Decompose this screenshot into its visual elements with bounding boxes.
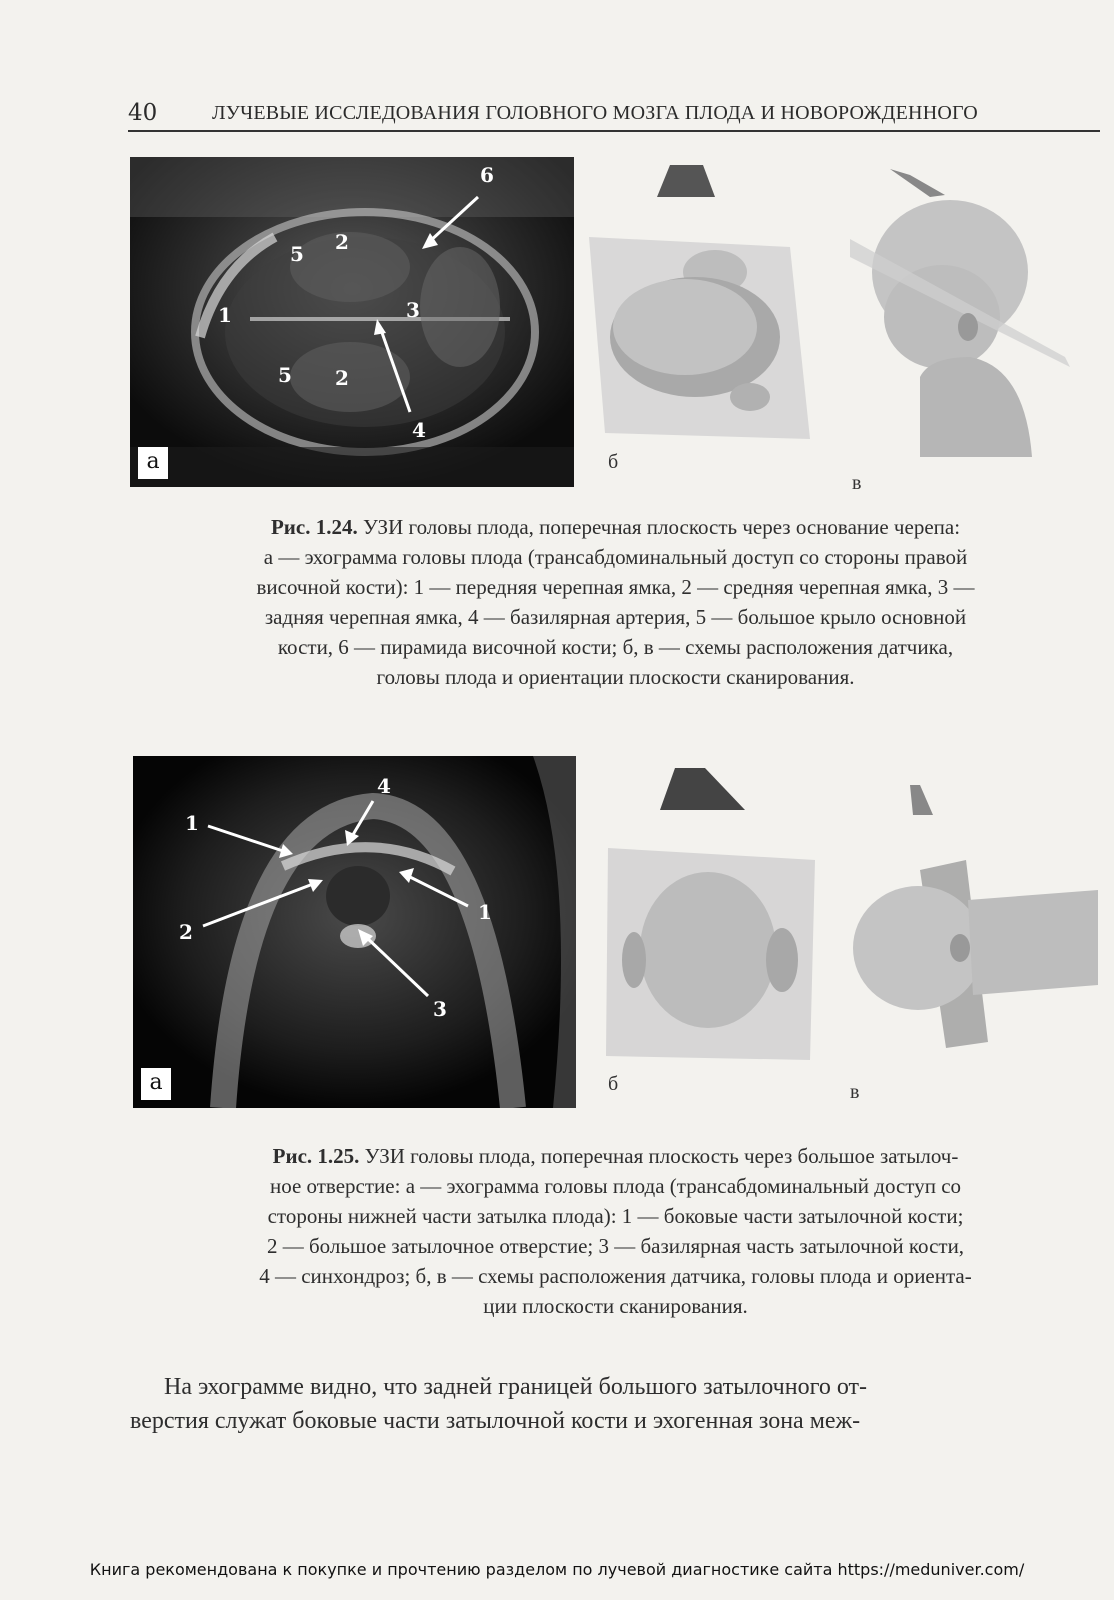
probe-icon bbox=[910, 785, 933, 815]
body-paragraph bbox=[130, 1370, 1095, 1438]
caption-line: УЗИ головы плода, поперечная плоскость через большое затылоч- bbox=[364, 1144, 959, 1168]
marker-2: 2 bbox=[335, 366, 349, 390]
probe-icon bbox=[660, 768, 745, 810]
marker-2: 2 bbox=[179, 920, 193, 944]
caption-line: задняя черепная ямка, 4 — базилярная артерия, 5 — большое крыло основной bbox=[264, 605, 967, 629]
caption-line: стороны нижней части затылка плода): 1 — боковые части затылочной кости; bbox=[267, 1204, 964, 1228]
caption-number: Рис. 1.24. bbox=[270, 515, 358, 539]
caption-line: 4 — синхондроз; б, в — схемы расположения датчика, головы плода и ориента- bbox=[259, 1264, 972, 1288]
fig124-caption bbox=[138, 512, 1093, 692]
fig125-scheme-b bbox=[600, 760, 820, 1060]
fig125-ultrasound-image bbox=[133, 756, 576, 1108]
panel-label-b: б bbox=[608, 1073, 619, 1095]
body-line: верстия служат боковые части затылочной кости и эхогенная зона меж- bbox=[130, 1408, 861, 1434]
marker-2: 2 bbox=[335, 230, 349, 254]
fig124-scheme-c bbox=[850, 157, 1090, 457]
marker-4: 4 bbox=[377, 774, 391, 798]
caption-number: Рис. 1.25. bbox=[272, 1144, 360, 1168]
panel-label-a: а bbox=[141, 1068, 171, 1100]
marker-3: 3 bbox=[406, 298, 420, 322]
fig124-ultrasound-image bbox=[130, 157, 574, 487]
caption-line: 2 — большое затылочное отверстие; 3 — базилярная часть затылочной кости, bbox=[266, 1234, 965, 1258]
marker-4: 4 bbox=[412, 418, 426, 442]
caption-line: височной кости): 1 — передняя черепная ямка, 2 — средняя черепная ямка, 3 — bbox=[256, 575, 975, 599]
marker-5: 5 bbox=[278, 363, 292, 387]
probe-icon bbox=[890, 169, 945, 197]
caption-line: УЗИ головы плода, поперечная плоскость через основание черепа: bbox=[362, 515, 961, 539]
caption-line: ции плоскости сканирования. bbox=[483, 1294, 748, 1318]
body-line: На эхограмме видно, что задней границей большого затылочного от- bbox=[164, 1374, 867, 1400]
fig125-scheme-c bbox=[848, 780, 1098, 1060]
page-number: 40 bbox=[128, 100, 158, 126]
page-header bbox=[128, 100, 1100, 132]
marker-3: 3 bbox=[433, 997, 447, 1021]
marker-6: 6 bbox=[480, 163, 494, 187]
caption-line: ное отверстие: а — эхограмма головы плода (трансабдоминальный доступ со bbox=[269, 1174, 962, 1198]
fig125-caption bbox=[138, 1141, 1093, 1321]
marker-1: 1 bbox=[185, 811, 199, 835]
panel-label-c: в bbox=[852, 472, 862, 494]
marker-5: 5 bbox=[290, 242, 304, 266]
panel-label-a: а bbox=[138, 447, 168, 479]
probe-icon bbox=[657, 165, 715, 197]
caption-line: головы плода и ориентации плоскости сканирования. bbox=[376, 665, 855, 689]
panel-label-b: б bbox=[608, 451, 619, 473]
running-title: ЛУЧЕВЫЕ ИССЛЕДОВАНИЯ ГОЛОВНОГО МОЗГА ПЛОДА И НОВОРОЖДЕННОГО bbox=[212, 102, 978, 124]
caption-line: а — эхограмма головы плода (трансабдоминальный доступ со стороны правой bbox=[263, 545, 968, 569]
panel-label-c: в bbox=[850, 1081, 860, 1103]
caption-line: кости, 6 — пирамида височной кости; б, в — схемы расположения датчика, bbox=[277, 635, 954, 659]
marker-1: 1 bbox=[478, 900, 492, 924]
fig124-scheme-b bbox=[585, 157, 815, 457]
marker-1: 1 bbox=[218, 303, 232, 327]
footer-note: Книга рекомендована к покупке и прочтению разделом по лучевой диагностике сайта https://meduniver.com/ bbox=[89, 1560, 1025, 1579]
